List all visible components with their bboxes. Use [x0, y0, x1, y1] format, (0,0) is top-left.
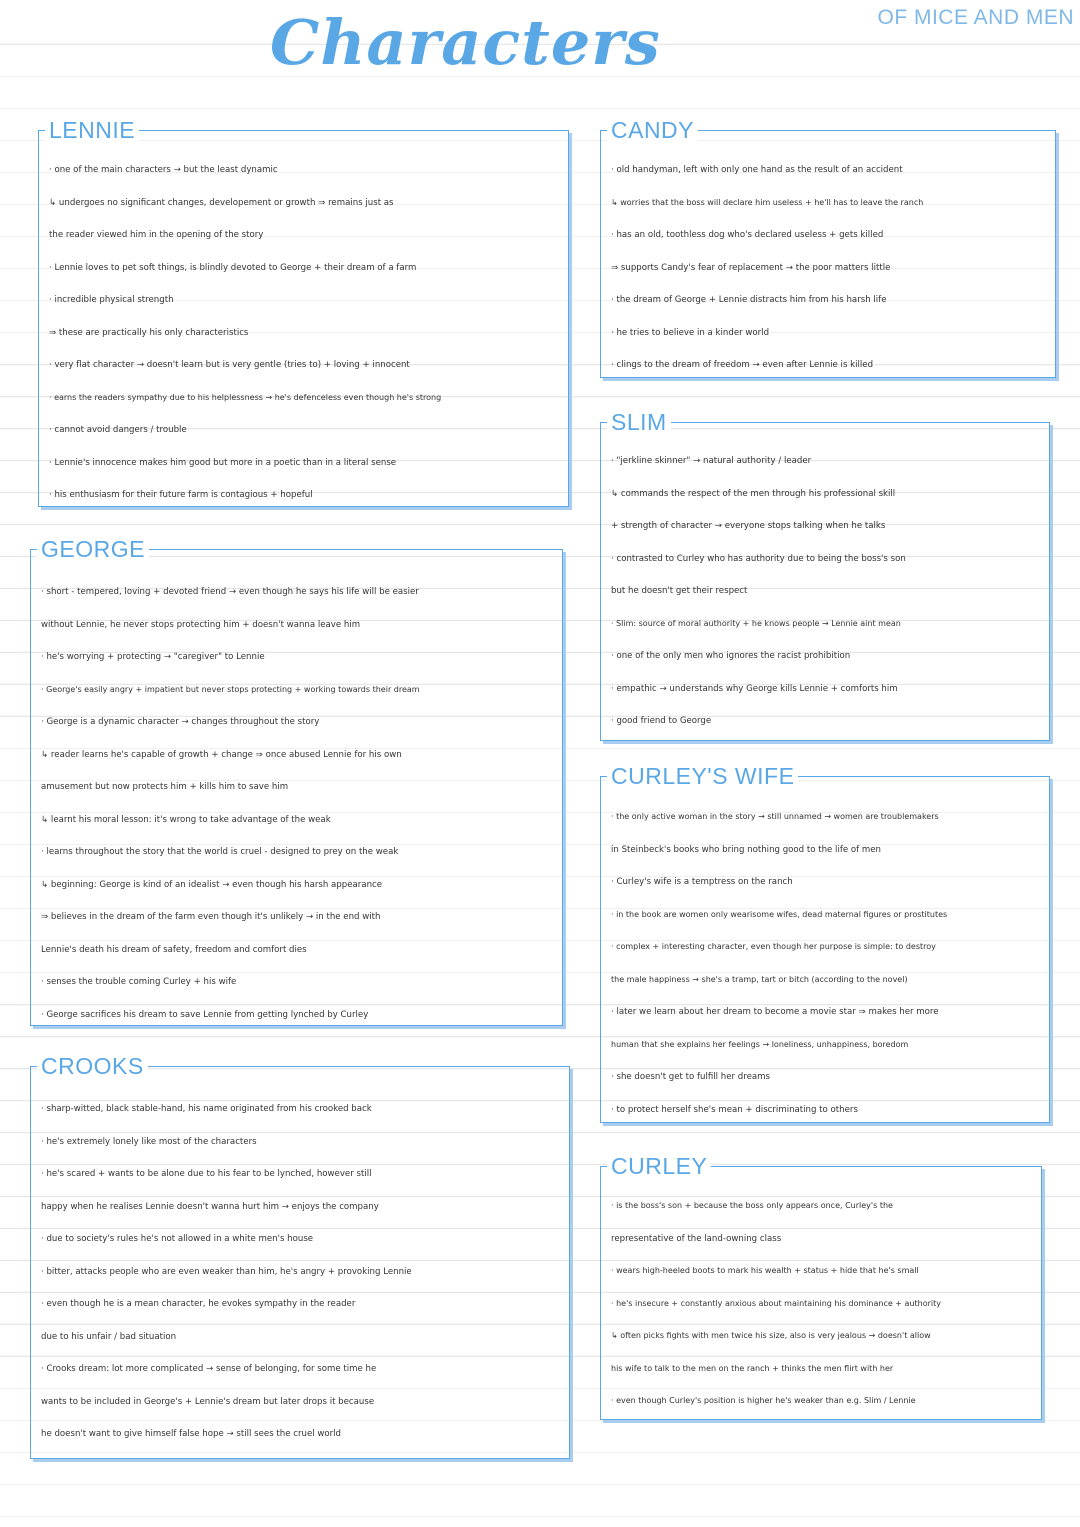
- note-line: · Lennie's innocence makes him good but more in a poetic than in a literal sense: [49, 457, 397, 468]
- note-line: ↳ worries that the boss will declare him useless + he'll has to leave the ranch: [611, 197, 924, 207]
- note-line: but he doesn't get their respect: [611, 586, 748, 596]
- note-line: · due to society's rules he's not allowed in a white men's house: [41, 1234, 314, 1244]
- note-line: · Crooks dream: lot more complicated → sense of belonging, for some time he: [41, 1364, 377, 1374]
- note-line: ⇒ supports Candy's fear of replacement → the poor matters little: [611, 262, 891, 273]
- section-lines-curleys-wife: [611, 801, 1043, 1126]
- page-title: Characters: [270, 6, 661, 79]
- section-lines-crooks: [41, 1093, 563, 1451]
- note-line: · he's worrying + protecting → "caregiver" to Lennie: [41, 652, 265, 662]
- note-line: · even though he is a mean character, he evokes sympathy in the reader: [41, 1299, 356, 1309]
- section-candy: [600, 117, 1056, 378]
- section-lennie: [38, 117, 569, 507]
- note-line: · Curley's wife is a temptress on the ranch: [611, 877, 793, 887]
- section-lines-slim: [611, 445, 1043, 738]
- section-title-george: GEORGE: [37, 532, 149, 566]
- note-line: · earns the readers sympathy due to his helplessness → he's defenceless even though he's strong: [49, 392, 442, 402]
- note-line: ↳ reader learns he's capable of growth + change ⇒ once abused Lennie for his own: [41, 749, 402, 760]
- note-line: due to his unfair / bad situation: [41, 1331, 177, 1342]
- section-title-crooks: CROOKS: [37, 1049, 148, 1083]
- section-george: [30, 536, 563, 1026]
- section-lines-lennie: [49, 154, 562, 512]
- section-title-curley: CURLEY: [607, 1149, 711, 1183]
- note-line: happy when he realises Lennie doesn't wanna hurt him → enjoys the company: [41, 1201, 379, 1212]
- note-line: · short - tempered, loving + devoted friend → even though he says his life will be easier: [41, 587, 419, 597]
- section-title-candy: CANDY: [607, 113, 698, 147]
- note-line: · one of the only men who ignores the racist prohibition: [611, 651, 851, 661]
- note-line: human that she explains her feelings → loneliness, unhappiness, boredom: [611, 1039, 909, 1049]
- note-line: + strength of character → everyone stops talking when he talks: [611, 521, 886, 531]
- note-line: · he's insecure + constantly anxious about maintaining his dominance + authority: [611, 1298, 942, 1308]
- note-line: ↳ learnt his moral lesson: it's wrong to take advantage of the weak: [41, 814, 331, 825]
- note-line: ↳ beginning: George is kind of an idealist → even though his harsh appearance: [41, 879, 383, 890]
- note-line: · he's extremely lonely like most of the characters: [41, 1136, 257, 1147]
- note-line: · George is a dynamic character → changes throughout the story: [41, 717, 320, 727]
- note-line: · good friend to George: [611, 716, 712, 726]
- note-line: · he's scared + wants to be alone due to his fear to be lynched, however still: [41, 1169, 372, 1179]
- section-lines-curley: [611, 1190, 1035, 1418]
- note-line: the reader viewed him in the opening of the story: [49, 230, 264, 240]
- note-line: · old handyman, left with only one hand as the result of an accident: [611, 165, 903, 175]
- section-title-curleys-wife: CURLEY'S WIFE: [607, 759, 798, 793]
- note-line: · the dream of George + Lennie distracts him from his harsh life: [611, 295, 887, 305]
- note-line: · is the boss's son + because the boss only appears once, Curley's the: [611, 1201, 893, 1210]
- note-line: · has an old, toothless dog who's declared useless + gets killed: [611, 230, 884, 240]
- book-title: OF MICE AND MEN: [877, 6, 1074, 29]
- section-lines-candy: [611, 154, 1049, 382]
- note-line: · very flat character → doesn't learn but is very gentle (tries to) + loving + innocent: [49, 360, 410, 370]
- section-curley: [600, 1153, 1042, 1420]
- note-line: · he tries to believe in a kinder world: [611, 327, 770, 338]
- note-line: representative of the land-owning class: [611, 1233, 782, 1244]
- note-line: he doesn't want to give himself false hope → still sees the cruel world: [41, 1429, 342, 1439]
- note-line: · "jerkline skinner" → natural authority / leader: [611, 456, 812, 466]
- section-slim: [600, 409, 1050, 741]
- note-line: · contrasted to Curley who has authority due to being the boss's son: [611, 553, 906, 564]
- note-line: · senses the trouble coming Curley + his wife: [41, 977, 237, 987]
- note-line: ⇒ these are practically his only characteristics: [49, 327, 249, 338]
- section-title-lennie: LENNIE: [45, 113, 139, 147]
- section-crooks: [30, 1053, 570, 1459]
- note-line: · empathic → understands why George kills Lennie + comforts him: [611, 683, 898, 694]
- note-line: · even though Curley's position is higher he's weaker than e.g. Slim / Lennie: [611, 1396, 916, 1405]
- section-curleys-wife: [600, 763, 1050, 1123]
- note-line: · to protect herself she's mean + discriminating to others: [611, 1104, 858, 1115]
- note-line: · George's easily angry + impatient but never stops protecting + working towards their dream: [41, 684, 420, 694]
- note-line: ↳ undergoes no significant changes, developement or growth ⇒ remains just as: [49, 197, 394, 208]
- note-line: his wife to talk to the men on the ranch + thinks the men flirt with her: [611, 1363, 894, 1373]
- note-line: the male happiness → she's a tramp, tart or bitch (according to the novel): [611, 974, 908, 984]
- note-line: · the only active woman in the story → still unnamed → women are troublemakers: [611, 812, 939, 821]
- note-line: · one of the main characters → but the least dynamic: [49, 165, 278, 175]
- note-line: · she doesn't get to fulfill her dreams: [611, 1072, 770, 1082]
- note-line: · George sacrifices his dream to save Lennie from getting lynched by Curley: [41, 1009, 369, 1020]
- note-line: · learns throughout the story that the world is cruel - designed to prey on the weak: [41, 847, 399, 857]
- note-line: in Steinbeck's books who bring nothing good to the life of men: [611, 844, 881, 855]
- note-line: ⇒ believes in the dream of the farm even though it's unlikely → in the end with: [41, 912, 381, 922]
- note-line: wants to be included in George's + Lennie's dream but later drops it because: [41, 1396, 375, 1407]
- section-title-slim: SLIM: [607, 405, 671, 439]
- note-line: without Lennie, he never stops protecting him + doesn't wanna leave him: [41, 619, 361, 630]
- note-line: amusement but now protects him + kills him to save him: [41, 782, 289, 792]
- note-line: · cannot avoid dangers / trouble: [49, 425, 187, 435]
- note-line: · Slim: source of moral authority + he knows people → Lennie aint mean: [611, 618, 901, 628]
- note-line: · his enthusiasm for their future farm is contagious + hopeful: [49, 490, 313, 500]
- note-line: · clings to the dream of freedom → even after Lennie is killed: [611, 360, 874, 370]
- note-line: ↳ commands the respect of the men through his professional skill: [611, 488, 896, 499]
- note-line: · complex + interesting character, even though her purpose is simple: to destroy: [611, 942, 936, 951]
- note-line: · Lennie loves to pet soft things, is blindly devoted to George + their dream of a farm: [49, 262, 417, 273]
- note-line: · later we learn about her dream to become a movie star ⇒ makes her more: [611, 1007, 939, 1017]
- note-line: · bitter, attacks people who are even weaker than him, he's angry + provoking Lennie: [41, 1266, 412, 1277]
- note-line: · in the book are women only wearisome wifes, dead maternal figures or prostitutes: [611, 909, 948, 919]
- note-line: · sharp-witted, black stable-hand, his name originated from his crooked back: [41, 1104, 372, 1114]
- note-line: Lennie's death his dream of safety, freedom and comfort dies: [41, 944, 307, 955]
- note-line: · wears high-heeled boots to mark his wealth + status + hide that he's small: [611, 1266, 919, 1275]
- note-line: · incredible physical strength: [49, 295, 174, 305]
- section-lines-george: [41, 576, 556, 1031]
- note-line: ↳ often picks fights with men twice his size, also is very jealous → doesn't allow: [611, 1331, 931, 1340]
